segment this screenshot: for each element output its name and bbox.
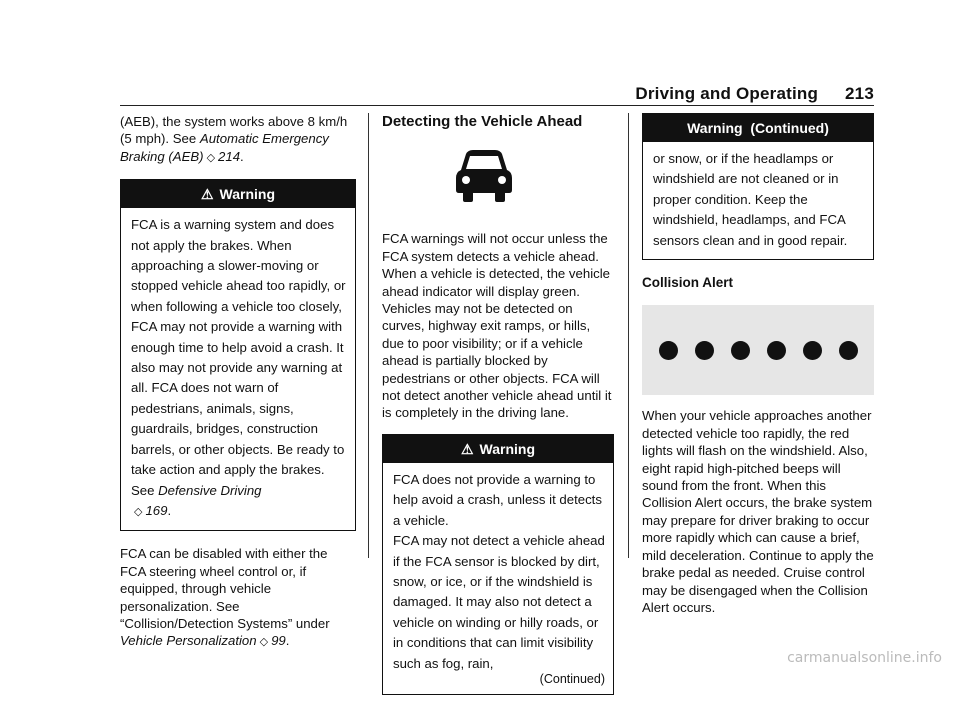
column-divider: [628, 113, 629, 558]
warning-title: Warning: [219, 186, 276, 203]
column-divider: [368, 113, 369, 558]
warning-title: Warning: [479, 440, 536, 457]
warning-box: [382, 434, 614, 695]
subheading: Collision Alert: [642, 275, 734, 291]
vehicle-personalization-link[interactable]: Vehicle Personalization: [120, 633, 257, 649]
warning-body: [643, 142, 873, 259]
warning-text: FCA may not detect a vehicle ahead if the FCA sensor is blocked by dirt, snow, or ice, or if the windshield is damaged. It may also not detect a vehicle on winding or hilly roads, or in conditions that can limit visibility such as fog, rain,: [393, 533, 605, 671]
header-rule: [120, 105, 874, 106]
defensive-driving-link[interactable]: Defensive Driving: [158, 482, 262, 498]
page-number: 213: [845, 84, 874, 103]
alert-light-icon: [767, 341, 786, 360]
defensive-driving-page-link[interactable]: 169: [145, 502, 168, 518]
warning-body: [383, 463, 613, 694]
column-2: [382, 113, 614, 709]
warning-text: FCA is a warning system and does not apply the brakes. When approaching a slower-moving or stopped vehicle ahead too rapidly, or when following a vehicle too closely, FCA may not provide a warning with enough time to help avoid a crash. It also may not provide any warning at all. FCA does not warn of pedestrians, animals, signs, guardrails, bridges, construction barrels, or other objects. Be ready to take action and apply the brakes. See: [131, 217, 346, 498]
warning-box-continued: [642, 113, 874, 260]
column-3: [642, 113, 874, 628]
vehicle-personalization-page-link[interactable]: 99: [271, 633, 286, 649]
alert-light-icon: [695, 341, 714, 360]
page-ref-icon: ◇: [259, 636, 269, 649]
continued-label: (Continued): [539, 671, 605, 686]
collision-alert-paragraph: When your vehicle approaches another detected vehicle too rapidly, the red lights will flash on the windshield. Also, eight rapid high-pitched beeps will sound from the front. When this Collision Alert occurs, the brake system may prepare for driver braking to occur more rapidly which can cause a brief, mild deceleration. Continue to apply the brake pedal as needed. Cruise control may be disengaged when the Collision Alert occurs.: [642, 408, 874, 615]
disable-text: FCA can be disabled with either the FCA steering wheel control or, if equipped, through vehicle personalization. See “Collision/Detection Systems” under: [120, 546, 330, 631]
column-1: [120, 113, 356, 664]
collision-alert-lights: [642, 305, 874, 395]
watermark: carmanualsonline.info: [787, 650, 942, 666]
warning-icon: ⚠: [200, 186, 214, 203]
intro-paragraph: (AEB), the system works above 8 km/h (5 mph). See Automatic Emergency Braking (AEB) ◇ 214.: [120, 114, 348, 164]
warning-title: Warning (Continued): [687, 120, 829, 136]
alert-light-icon: [659, 341, 678, 360]
page-ref-icon: ◇: [134, 505, 143, 518]
warning-header: [121, 180, 355, 208]
alert-light-icon: [839, 341, 858, 360]
detect-paragraph: FCA warnings will not occur unless the FCA system detects a vehicle ahead. When a vehicle is detected, the vehicle ahead indicator will display green. Vehicles may not be detected on curves, highway exit ramps, or hills, due to poor visibility; or if a vehicle ahead is partially blocked by pedestrians or other objects. FCA will not detect another vehicle ahead until it is completely in the driving lane.: [382, 231, 612, 421]
warning-header: [383, 435, 613, 463]
vehicle-ahead-icon: [454, 148, 514, 204]
warning-text: or snow, or if the headlamps or windshield are not cleaned or in proper condition. Keep the windshield, headlamps, and FCA sensors clean and in good repair.: [653, 151, 848, 248]
warning-header: [643, 114, 873, 142]
aeb-link[interactable]: Automatic Emergency Braking (AEB): [120, 131, 329, 164]
warning-box: [120, 179, 356, 531]
warning-icon: ⚠: [460, 440, 474, 457]
alert-light-icon: [803, 341, 822, 360]
section-heading: Detecting the Vehicle Ahead: [382, 113, 583, 130]
aeb-page-link[interactable]: 214: [218, 148, 241, 164]
alert-light-icon: [731, 341, 750, 360]
intro-text: (AEB), the system works above 8 km/h (5 mph). See: [120, 114, 348, 147]
warning-text: FCA does not provide a warning to help avoid a crash, unless it detects a vehicle.: [393, 471, 602, 528]
disable-paragraph: FCA can be disabled with either the FCA steering wheel control or, if equipped, through vehicle personalization. See “Collision/Detection Systems” under Vehicle Personalization ◇ 99.: [120, 546, 330, 649]
page-ref-icon: ◇: [206, 151, 216, 164]
page-header: [635, 84, 874, 104]
warning-body: FCA is a warning system and does not apply the brakes. When approaching a slower-moving or stopped vehicle ahead too rapidly, or when following a vehicle too closely, FCA may not provide a warning with enough time to help avoid a crash. It also may not provide any warning at all. FCA does not warn of pedestrians, animals, signs, guardrails, bridges, construction barrels, or other objects. Be ready to take action and apply the brakes. See Defensive Driving ◇ 169.: [131, 217, 346, 518]
section-title: Driving and Operating: [635, 84, 819, 103]
